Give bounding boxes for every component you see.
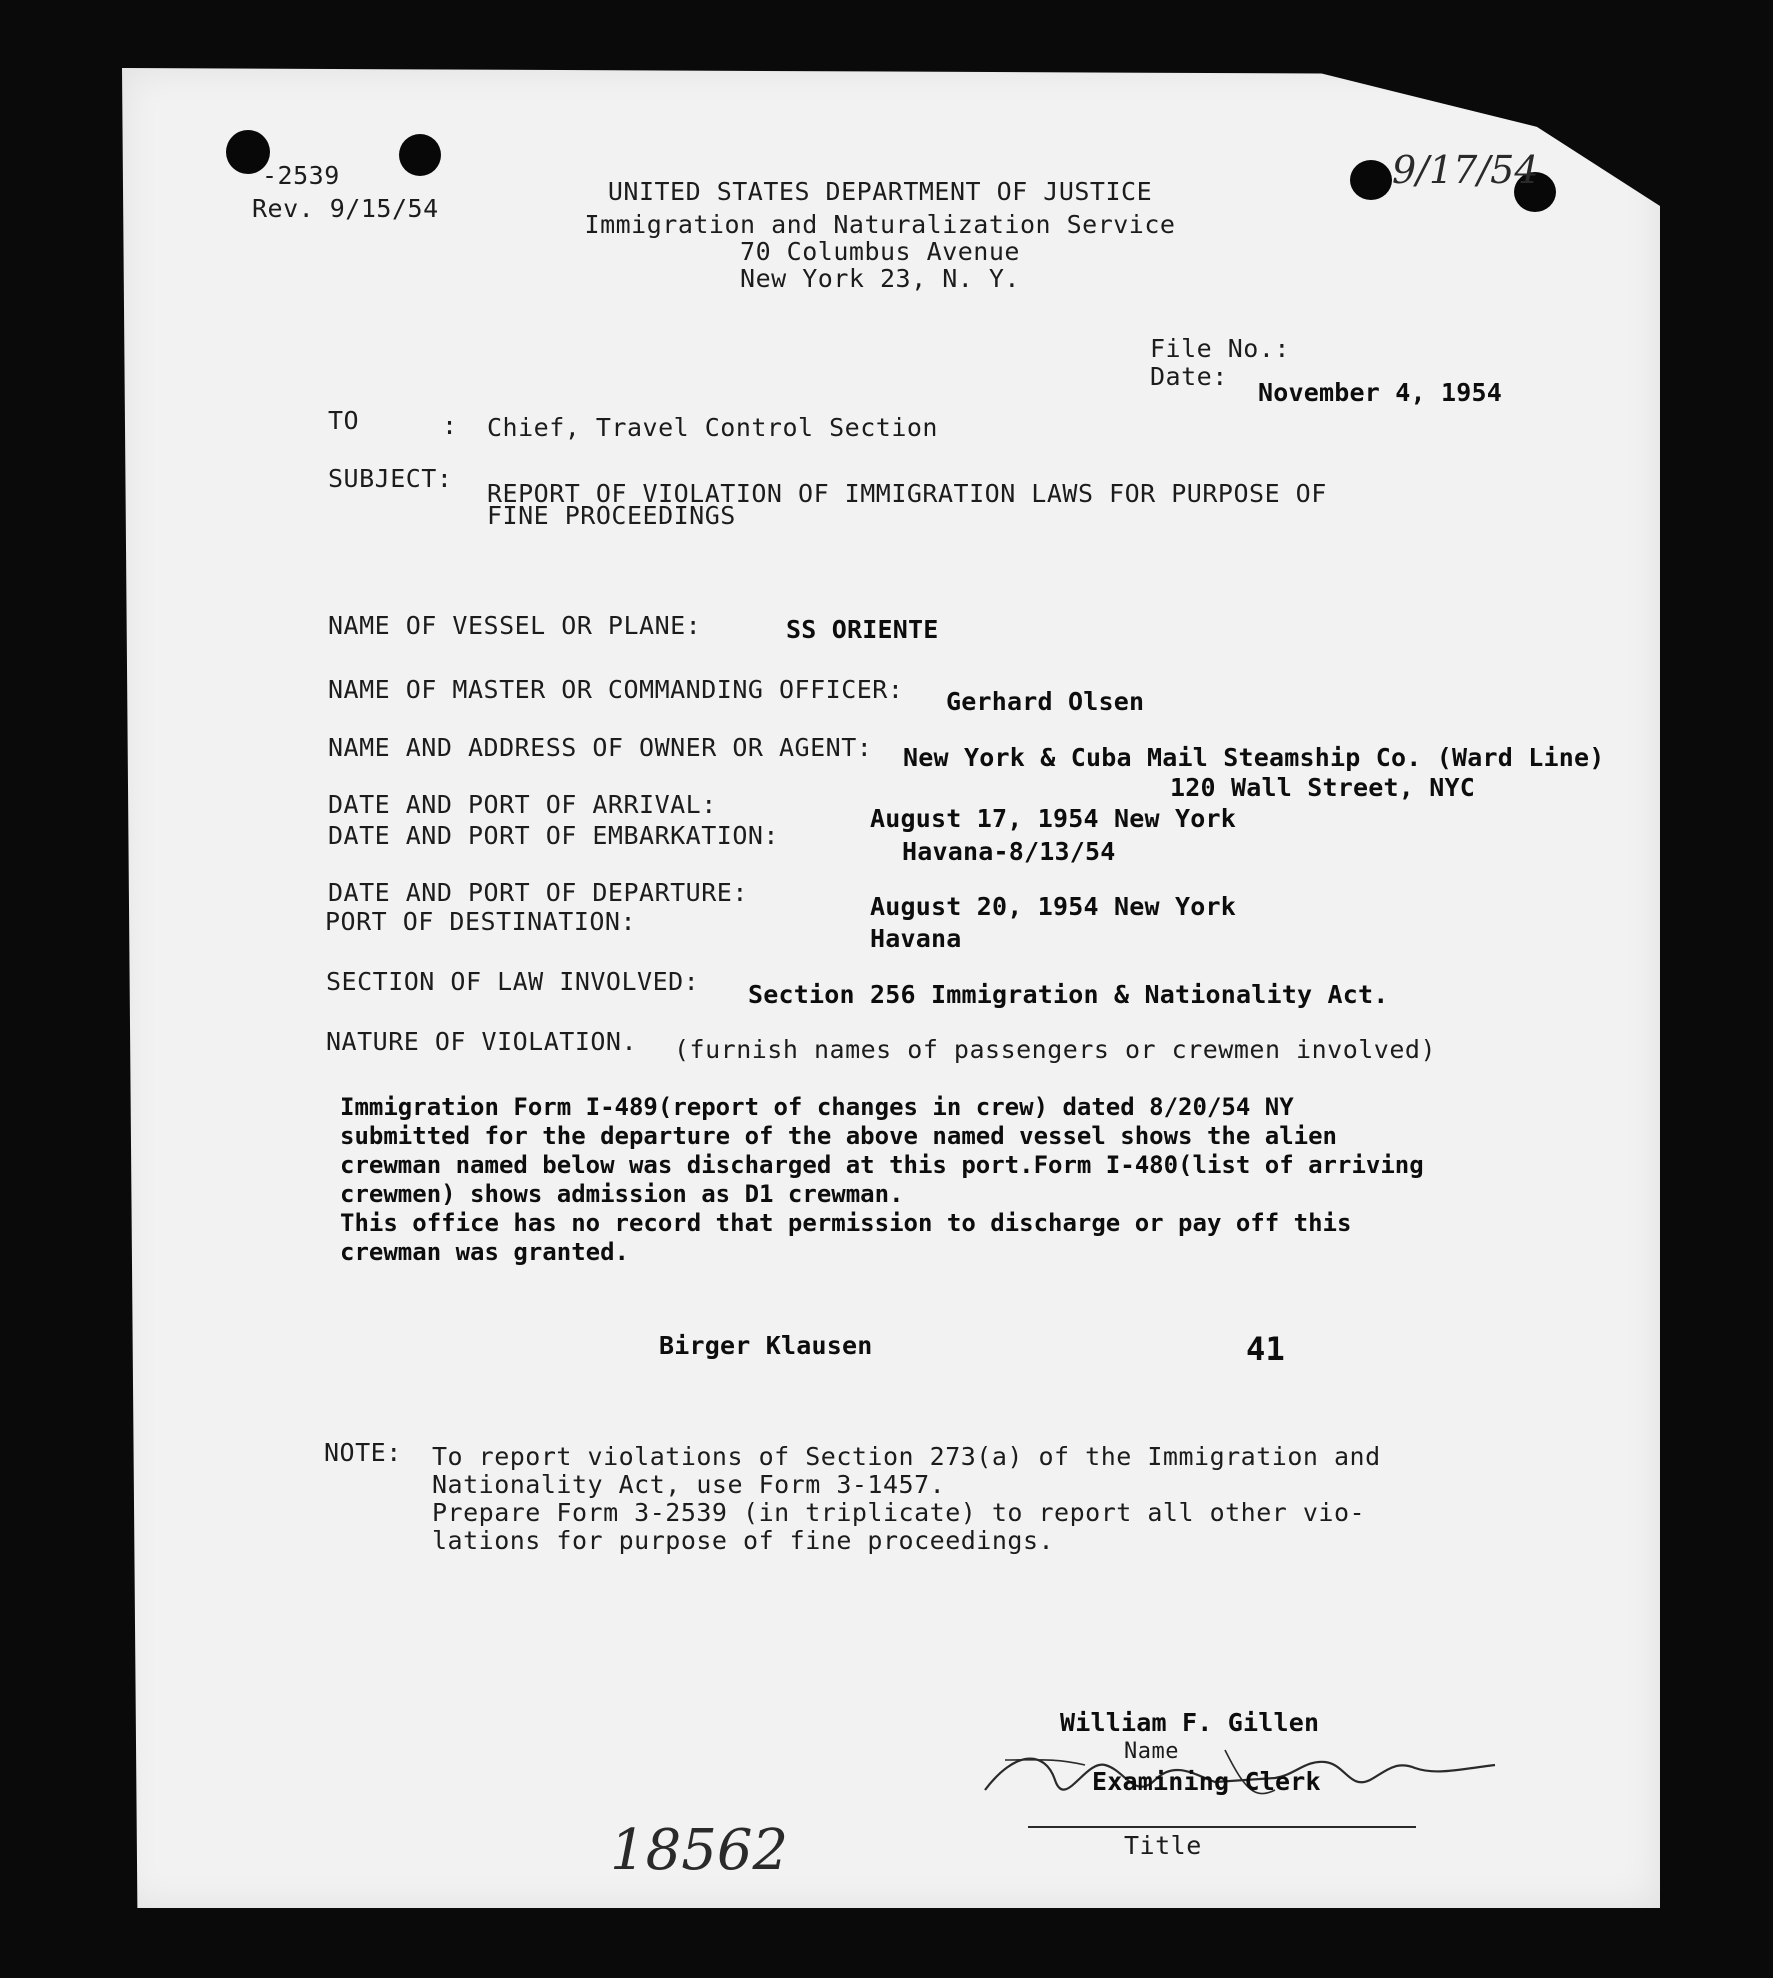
form-revision: Rev. 9/15/54 [252,194,439,223]
arrival-value: August 17, 1954 New York [870,804,1237,833]
punch-hole-left-2 [399,134,441,176]
vessel-label: NAME OF VESSEL OR PLANE: [328,611,702,640]
vessel-value: SS ORIENTE [786,615,939,644]
to-label: TO [328,406,360,435]
title-label: Title [1124,1831,1202,1860]
law-value: Section 256 Immigration & Nationality Act. [748,980,1389,1009]
departure-label: DATE AND PORT OF DEPARTURE: [328,878,748,907]
note-line-4: lations for purpose of fine proceedings. [432,1526,1055,1555]
subject-label: SUBJECT: [328,464,453,493]
violation-description: Immigration Form I-489(report of changes in crew) dated 8/20/54 NY submitted for the departure of the above named vessel shows the alien crewman named below was discharged at this port.Form I-480(list of arriving crewmen) shows admission as D1 crewman. This office has no record that permission to discharge or pay off this crewman was granted. [340,1093,1424,1266]
handwritten-number: 18562 [610,1818,789,1883]
note-line-1: To report violations of Section 273(a) of the Immigration and [432,1442,1381,1471]
subject-line-1: REPORT OF VIOLATION OF IMMIGRATION LAWS FOR PURPOSE OF [487,479,1327,508]
agency-service: Immigration and Naturalization Service [584,210,1176,239]
owner-label: NAME AND ADDRESS OF OWNER OR AGENT: [328,733,873,762]
agency-name: UNITED STATES DEPARTMENT OF JUSTICE [607,177,1153,206]
punch-hole-right-1 [1350,160,1392,200]
law-label: SECTION OF LAW INVOLVED: [326,967,700,996]
crewman-count: 41 [1246,1330,1285,1368]
agency-city: New York 23, N. Y. [740,264,1020,293]
nature-label: NATURE OF VIOLATION. [326,1027,638,1056]
note-label: NOTE: [324,1438,402,1467]
note-line-3: Prepare Form 3-2539 (in triplicate) to report all other vio- [432,1498,1366,1527]
to-separator: : [442,411,458,440]
date-value: November 4, 1954 [1258,378,1503,407]
destination-value: Havana [870,924,962,953]
embarkation-value: Havana-8/13/54 [902,837,1116,866]
agency-street: 70 Columbus Avenue [740,237,1020,266]
owner-value-line-1: New York & Cuba Mail Steamship Co. (Ward Line) [903,743,1605,772]
arrival-label: DATE AND PORT OF ARRIVAL: [328,790,717,819]
master-label: NAME OF MASTER OR COMMANDING OFFICER: [328,675,904,704]
form-number: -2539 [262,161,340,190]
name-label: Name [1124,1739,1179,1764]
subject-line-2: FINE PROCEEDINGS [487,501,736,530]
owner-value-line-2: 120 Wall Street, NYC [1170,773,1476,802]
handwritten-date: 9/17/54 [1392,148,1539,192]
nature-hint: (furnish names of passengers or crewmen involved) [674,1035,1437,1064]
date-label: Date: [1150,362,1228,391]
to-value: Chief, Travel Control Section [487,413,938,442]
file-no-label: File No.: [1150,334,1290,363]
signer-title: Examining Clerk [1092,1767,1321,1796]
master-value: Gerhard Olsen [946,687,1145,716]
note-line-2: Nationality Act, use Form 3-1457. [432,1470,946,1499]
embarkation-label: DATE AND PORT OF EMBARKATION: [328,821,779,850]
departure-value: August 20, 1954 New York [870,892,1237,921]
destination-label: PORT OF DESTINATION: [325,907,637,936]
title-underline [1028,1826,1416,1828]
crewman-name: Birger Klausen [659,1331,873,1360]
signer-typed-name: William F. Gillen [1060,1708,1320,1737]
